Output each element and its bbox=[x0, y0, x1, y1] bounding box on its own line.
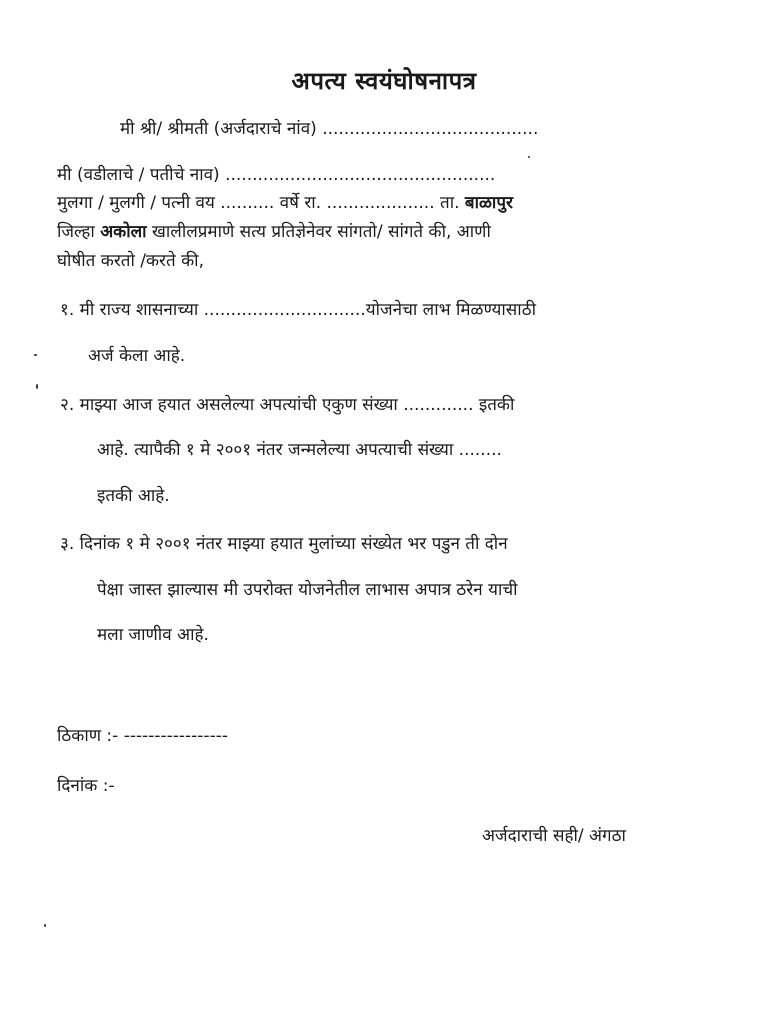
point-1-line-2: अर्ज केला आहे. bbox=[88, 346, 186, 366]
point-3-line-3: मला जाणीव आहे. bbox=[97, 625, 209, 645]
point-2-line-1: २. माझ्या आज हयात असलेल्या अपत्यांची एकुण संख्या ............. इतकी bbox=[60, 395, 515, 415]
place-field: ठिकाण :- ----------------- bbox=[57, 726, 228, 746]
relation-age-text: मुलगा / मुलगी / पत्नी वय .......... वर्षे रा. .................... ता. bbox=[57, 193, 460, 213]
relation-age-residence-line bbox=[57, 191, 513, 215]
declaration-end-line: घोषीत करतो /करते की, bbox=[57, 251, 204, 271]
taluka-name: बाळापुर bbox=[464, 193, 513, 213]
point-1-line-1: १. मी राज्य शासनाच्या ..............................योजनेचा लाभ मिळण्यासाठी bbox=[60, 300, 536, 320]
father-husband-name-line: मी (वडीलाचे / पतीचे नाव) .................................................. bbox=[57, 165, 496, 185]
district-name: अकोला bbox=[100, 222, 147, 242]
applicant-name-line: मी श्री/ श्रीमती (अर्जदाराचे नांव) ........................................ bbox=[120, 119, 539, 139]
district-line bbox=[57, 220, 491, 244]
scan-speck bbox=[34, 354, 37, 356]
scan-speck bbox=[36, 384, 38, 389]
signature-label: अर्जदाराची सही/ अंगठा bbox=[482, 826, 626, 846]
date-field: दिनांक :- bbox=[57, 776, 115, 796]
point-2-line-2: आहे. त्यापैकी १ मे २००१ नंतर जन्मलेल्या अपत्याची संख्या ........ bbox=[97, 440, 502, 460]
document-title: अपत्य स्वयंघोषनापत्र bbox=[291, 67, 477, 95]
scan-speck bbox=[528, 156, 530, 158]
scan-speck bbox=[44, 924, 46, 927]
point-2-line-3: इतकी आहे. bbox=[97, 486, 170, 506]
point-3-line-2: पेक्षा जास्त झाल्यास मी उपरोक्त योजनेतील लाभास अपात्र ठरेन याची bbox=[97, 580, 518, 600]
declaration-text: खालीलप्रमाणे सत्य प्रतिज्ञेनेवर सांगतो/ सांगते की, आणी bbox=[151, 222, 491, 242]
point-3-line-1: ३. दिनांक १ मे २००१ नंतर माझ्या हयात मुलांच्या संख्येत भर पडुन ती दोन bbox=[60, 534, 508, 554]
district-label: जिल्हा bbox=[57, 222, 95, 242]
